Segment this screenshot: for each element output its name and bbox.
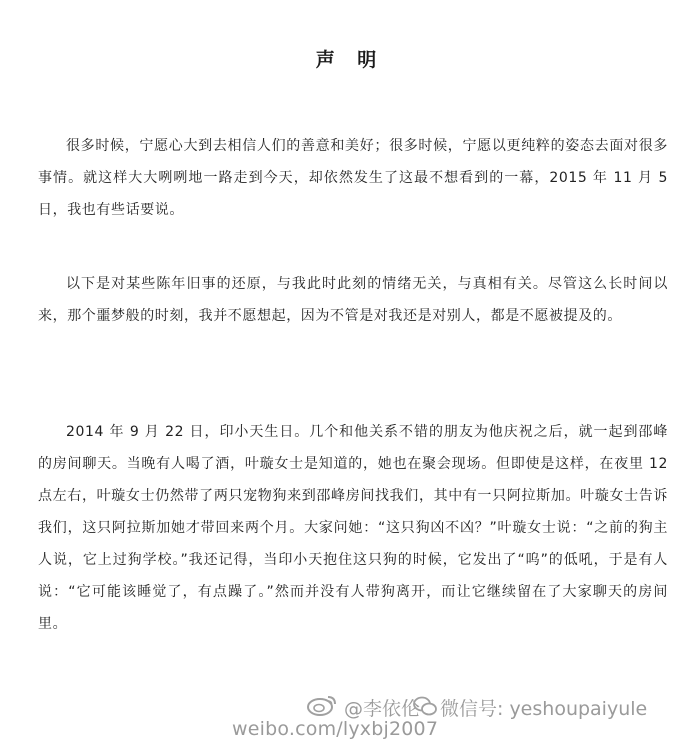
watermark-url: weibo.com/lyxbj2007 — [232, 718, 439, 740]
wechat-icon — [412, 695, 438, 717]
paragraph-context: 以下是对某些陈年旧事的还原，与我此时此刻的情绪无关，与真相有关。尽管这么长时间以来，那个噩梦般的时刻，我并不愿想起，因为不管是对我还是对别人，都是不愿被提及的。 — [38, 276, 668, 324]
paragraph-event: 2014 年 9 月 22 日，印小天生日。几个和他关系不错的朋友为他庆祝之后，就一起到邵峰的房间聊天。当晚有人喝了酒，叶璇女士是知道的，她也在聚会现场。但即使是这样，在夜里 12 点左右，叶璇女士仍然带了两只宠物狗来到邵峰房间找我们，其中有一只阿拉斯加。叶璇女士告诉我们，这只阿拉斯加她才带回来两个月。大家问她：“这只狗凶不凶？”叶璇女士说：“之前的狗主人说，它上过狗学校。”我还记得，当印小天抱住这只狗的时候，它发出了“呜”的低吼，于是有人说：“它可能该睡觉了，有点躁了。”然而并没有人带狗离开，而让它继续留在了大家聊天的房间里。 — [38, 424, 668, 632]
watermark-wechat-id: 微信号: yeshoupaiyule — [440, 698, 648, 720]
page-title: 声 明 — [315, 49, 385, 71]
watermark-handle: @李依伦 — [344, 698, 421, 720]
paragraph-intro: 很多时候，宁愿心大到去相信人们的善意和美好；很多时候，宁愿以更纯粹的姿态去面对很多事情。就这样大大咧咧地一路走到今天，却依然发生了这最不想看到的一幕，2015 年 11 月 5 日，我也有些话要说。 — [38, 138, 668, 218]
weibo-logo-icon — [306, 694, 338, 716]
